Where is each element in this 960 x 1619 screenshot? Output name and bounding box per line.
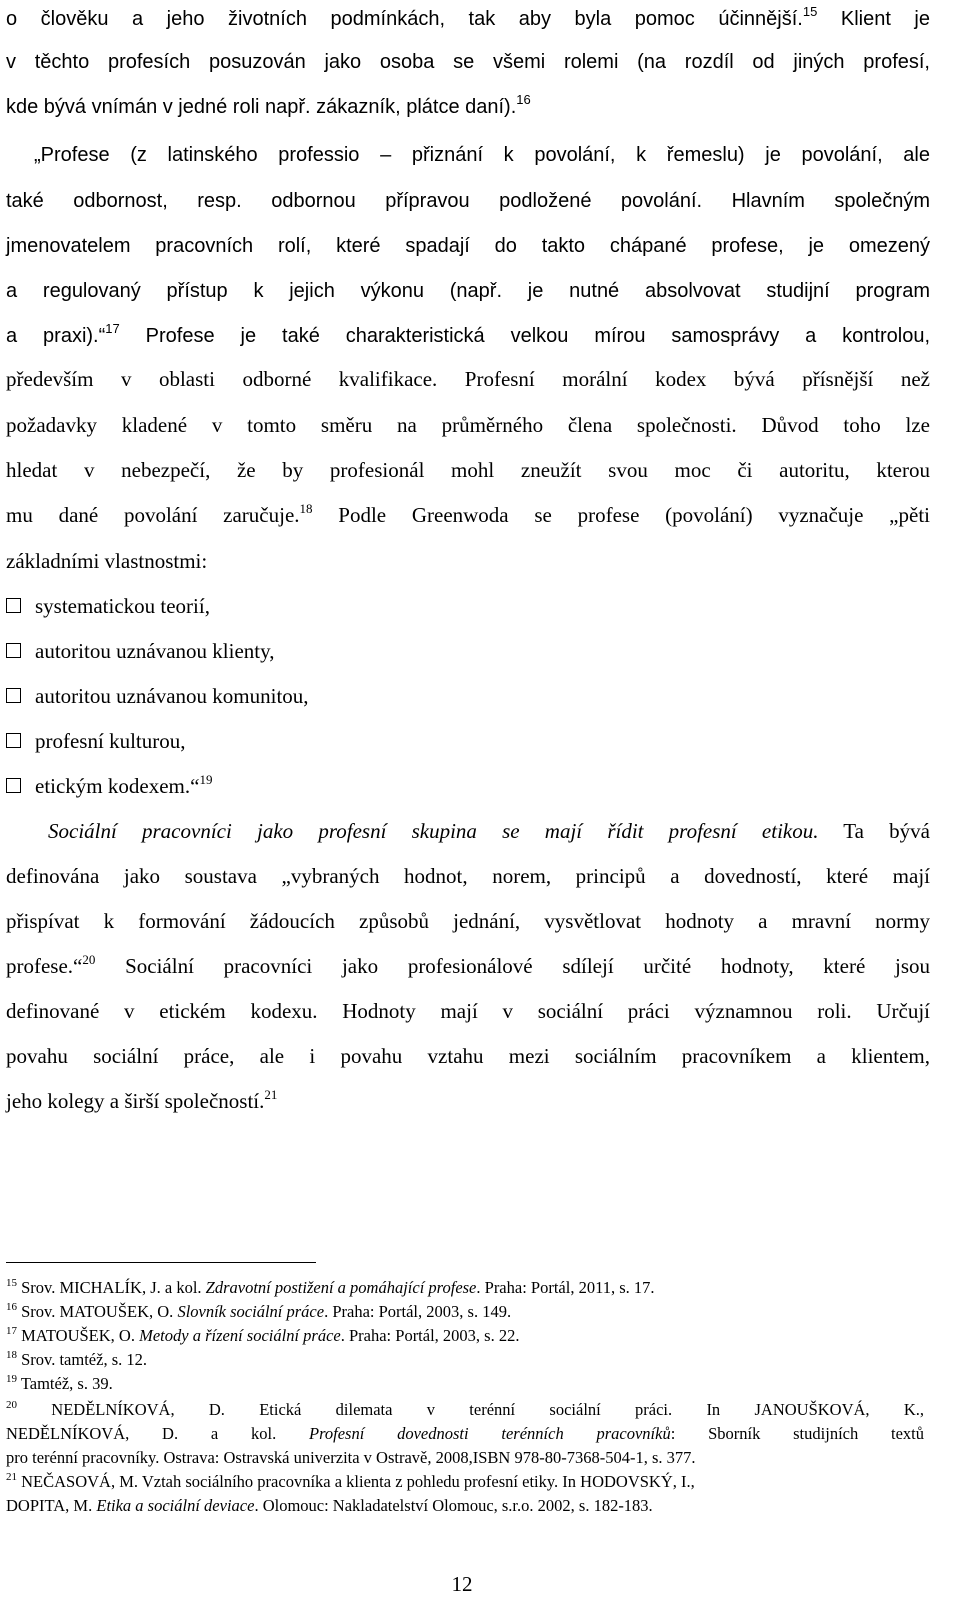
footnote-separator	[6, 1262, 316, 1263]
text-run: „Profese (z latinského professio – přiznání k povolání, k řemeslu) je povolání, ale	[34, 144, 930, 166]
text-line	[6, 996, 930, 1026]
footnote-italic: Slovník sociální práce	[177, 1302, 325, 1321]
text-run: Profese je také charakteristická velkou mírou samosprávy a kontrolou,	[119, 325, 930, 347]
text-line	[6, 861, 930, 891]
checkbox-bullet-icon	[6, 688, 21, 703]
list-item-text: autoritou uznávanou klienty,	[35, 639, 275, 663]
page-number: 12	[451, 1572, 473, 1596]
list-item	[6, 591, 210, 621]
footnote-number: 16	[6, 1301, 17, 1313]
footnote-text: . Praha: Portál, 2003, s. 149.	[324, 1302, 512, 1321]
footnote-number: 17	[6, 1325, 17, 1337]
text-run: Klient je	[817, 8, 930, 30]
footnote-text: pro terénní pracovníky. Ostrava: Ostravská univerzita v Ostravě, 2008,ISBN 978-80-7368-504-1, s. 377.	[6, 1448, 696, 1467]
footnote-ref: 19	[199, 772, 213, 787]
footnote-ref: 20	[82, 952, 96, 967]
footnote-20-line-3	[6, 1446, 924, 1470]
text-line	[6, 364, 930, 394]
footnote-15	[6, 1276, 924, 1300]
footnote-italic: Zdravotní postižení a pomáhající profese	[205, 1278, 477, 1297]
footnote-number: 20	[6, 1399, 17, 1411]
text-line	[6, 1041, 930, 1071]
text-line	[6, 92, 930, 122]
text-run: Podle Greenwoda se profese (povolání) vyznačuje „pěti	[312, 503, 930, 527]
footnote-text: . Praha: Portál, 2011, s. 17.	[476, 1278, 655, 1297]
footnote-text: Srov. tamtéž, s. 12.	[17, 1350, 147, 1369]
text-run: základními vlastnostmi:	[6, 549, 208, 573]
list-item-text: profesní kulturou,	[35, 729, 186, 753]
list-item	[6, 636, 275, 666]
footnote-number: 18	[6, 1349, 17, 1361]
text-run: především v oblasti odborné kvalifikace. Profesní morální kodex bývá přísnější než	[6, 367, 930, 391]
list-item	[6, 771, 212, 801]
footnote-ref: 21	[264, 1087, 278, 1102]
footnote-text: : Sborník studijních textů	[670, 1424, 925, 1443]
footnote-ref: 16	[516, 92, 531, 107]
text-run: také odbornost, resp. odbornou přípravou podložené povolání.	[6, 190, 703, 212]
text-run: definované v etickém kodexu. Hodnoty mají v sociální práci významnou roli. Určují	[6, 999, 930, 1023]
text-line	[6, 276, 930, 306]
italic-text-run: Sociální pracovníci jako profesní skupina se mají řídit profesní etikou.	[48, 819, 819, 843]
text-line	[6, 47, 930, 77]
footnote-number: 21	[6, 1471, 17, 1483]
text-run: povahu sociální práce, ale i povahu vztahu mezi sociálním pracovníkem a klientem,	[6, 1044, 930, 1068]
checkbox-bullet-icon	[6, 733, 21, 748]
text-line	[6, 410, 930, 440]
footnote-21	[6, 1470, 924, 1494]
text-run: definována jako soustava „vybraných hodnot, norem, principů a dovedností, které mají	[6, 864, 930, 888]
footnote-text: Srov. MATOUŠEK, O.	[17, 1302, 178, 1321]
footnote-text: MATOUŠEK, O.	[17, 1326, 140, 1345]
checkbox-bullet-icon	[6, 778, 21, 793]
footnote-ref: 15	[802, 4, 818, 19]
footnote-text: DOPITA, M.	[6, 1496, 97, 1515]
footnote-text: . Praha: Portál, 2003, s. 22.	[340, 1326, 520, 1345]
footnote-text: NEDĚLNÍKOVÁ, D. Etická dilemata v terénní sociální práci. In JANOUŠKOVÁ, K.,	[17, 1400, 924, 1419]
text-line	[6, 455, 930, 485]
text-run: jmenovatelem pracovních rolí, které spadají do takto chápané profese, je omezený	[6, 235, 930, 257]
footnote-italic: Profesní dovednosti terénních pracovníků	[309, 1424, 671, 1443]
text-line	[6, 500, 930, 530]
text-line	[6, 186, 930, 216]
list-item-text: autoritou uznávanou komunitou,	[35, 684, 309, 708]
footnote-ref: 17	[105, 321, 120, 336]
list-item	[6, 681, 309, 711]
footnote-text: Tamtéž, s. 39.	[17, 1374, 113, 1393]
footnote-text: . Olomouc: Nakladatelství Olomouc, s.r.o. 2002, s. 182-183.	[254, 1496, 653, 1515]
text-line	[6, 906, 930, 936]
text-line	[6, 951, 930, 981]
text-line	[6, 1086, 930, 1116]
text-run: požadavky kladené v tomto směru na průměrného člena společnosti. Důvod toho lze	[6, 413, 930, 437]
text-line	[34, 140, 930, 170]
footnote-17	[6, 1324, 924, 1348]
text-run: jeho kolegy a širší společností.	[6, 1089, 265, 1113]
text-run: Sociální pracovníci jako profesionálové sdílejí určité hodnoty, které jsou	[95, 954, 930, 978]
text-run: Hlavním společným	[702, 190, 930, 212]
text-run: o člověku a jeho životních podmínkách, tak aby byla pomoc účinnější.	[6, 8, 803, 30]
footnote-19	[6, 1372, 924, 1396]
footnote-text: NEDĚLNÍKOVÁ, D. a kol.	[6, 1424, 310, 1443]
footnote-italic: Metody a řízení sociální práce	[139, 1326, 341, 1345]
text-run: kde bývá vnímán v jedné roli např. zákazník, plátce daní).	[6, 96, 517, 118]
text-run: v těchto profesích posuzován jako osoba se všemi rolemi (na rozdíl od jiných profesí,	[6, 51, 930, 73]
text-run: Ta bývá	[818, 819, 931, 843]
footnote-18	[6, 1348, 924, 1372]
text-line	[6, 321, 930, 351]
text-run: hledat v nebezpečí, že by profesionál mohl zneužít svou moc či autoritu, kterou	[6, 458, 930, 482]
text-line	[6, 4, 930, 34]
text-run: a praxi).“	[6, 325, 106, 347]
text-line	[48, 816, 930, 846]
list-item-text: systematickou teorií,	[35, 594, 210, 618]
footnote-20	[6, 1398, 924, 1422]
text-line	[6, 231, 930, 261]
checkbox-bullet-icon	[6, 643, 21, 658]
footnote-number: 15	[6, 1277, 17, 1289]
footnote-16	[6, 1300, 924, 1324]
text-run: profese.“	[6, 954, 83, 978]
footnote-text: Srov. MICHALÍK, J. a kol.	[17, 1278, 206, 1297]
text-line	[6, 546, 930, 576]
list-item	[6, 726, 185, 756]
footnote-text: NEČASOVÁ, M. Vztah sociálního pracovníka a klienta z pohledu profesní etiky. In HODOVSKÝ, I.,	[17, 1472, 695, 1491]
footnote-20-line-2	[6, 1422, 924, 1446]
list-item-text: etickým kodexem.“	[35, 774, 200, 798]
footnote-21-line-2	[6, 1494, 924, 1518]
footnote-number: 19	[6, 1373, 17, 1385]
text-run: a regulovaný přístup k jejich výkonu (např. je nutné absolvovat studijní program	[6, 280, 930, 302]
text-run: přispívat k formování žádoucích způsobů jednání, vysvětlovat hodnoty a mravní normy	[6, 909, 930, 933]
footnote-italic: Etika a sociální deviace	[96, 1496, 255, 1515]
checkbox-bullet-icon	[6, 598, 21, 613]
footnote-ref: 18	[299, 501, 313, 516]
text-run: mu dané povolání zaručuje.	[6, 503, 300, 527]
